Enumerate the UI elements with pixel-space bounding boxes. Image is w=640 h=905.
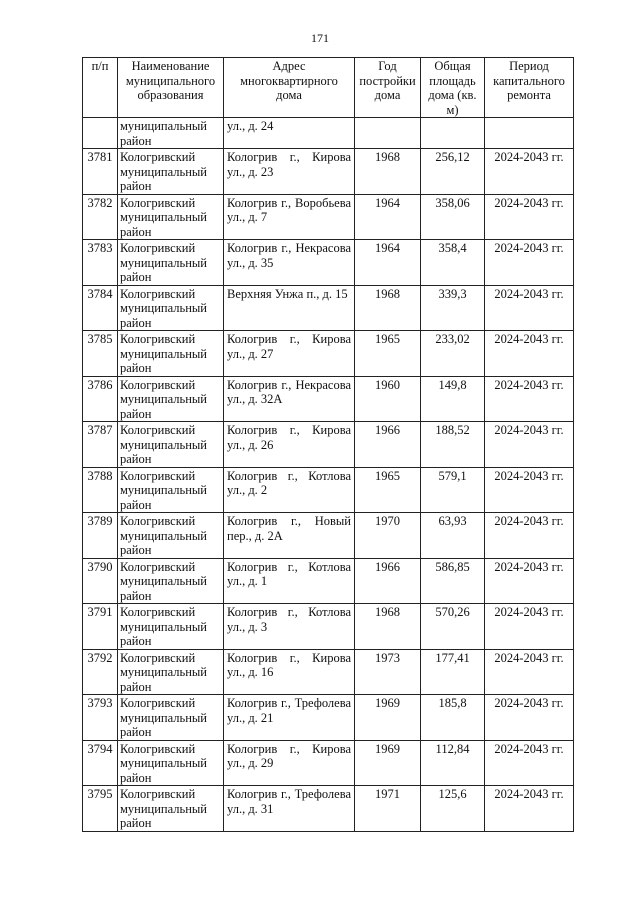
cell-period: 2024-2043 гг. [485,604,574,650]
cell-area: 149,8 [421,376,485,422]
cell-year: 1965 [355,331,421,377]
cell-municipality: муниципальный район [118,118,224,149]
cell-year: 1964 [355,240,421,286]
cell-municipality: Кологривский муниципальный район [118,513,224,559]
cell-municipality: Кологривский муниципальный район [118,422,224,468]
cell-area: 125,6 [421,786,485,832]
cell-period: 2024-2043 гг. [485,376,574,422]
cell-address: ул., д. 24 [224,118,355,149]
cell-period: 2024-2043 гг. [485,422,574,468]
table-row [83,285,574,331]
cell-year: 1970 [355,513,421,559]
cell-year: 1969 [355,695,421,741]
cell-municipality: Кологривский муниципальный район [118,149,224,195]
cell-period: 2024-2043 гг. [485,285,574,331]
cell-address: Кологрив г., Некрасова ул., д. 32А [224,376,355,422]
table-body [83,118,574,832]
table-row [83,422,574,468]
cell-period [485,118,574,149]
cell-municipality: Кологривский муниципальный район [118,695,224,741]
cell-period: 2024-2043 гг. [485,467,574,513]
cell-area: 177,41 [421,649,485,695]
table-row [83,695,574,741]
cell-num: 3783 [83,240,118,286]
cell-period: 2024-2043 гг. [485,513,574,559]
cell-num: 3790 [83,558,118,604]
page-number: 171 [311,31,329,45]
cell-area [421,118,485,149]
cell-num: 3785 [83,331,118,377]
cell-area: 185,8 [421,695,485,741]
cell-period: 2024-2043 гг. [485,331,574,377]
cell-period: 2024-2043 гг. [485,240,574,286]
table-row [83,331,574,377]
table-row [83,604,574,650]
cell-address: Кологрив г., Некрасова ул., д. 35 [224,240,355,286]
cell-year: 1964 [355,194,421,240]
cell-year: 1966 [355,422,421,468]
cell-period: 2024-2043 гг. [485,740,574,786]
table-row [83,240,574,286]
header-municipality: Наименование муниципального образования [118,58,224,118]
cell-num [83,118,118,149]
table-row [83,513,574,559]
continuation-row [83,118,574,149]
cell-area: 586,85 [421,558,485,604]
cell-address: Кологрив г., Кирова ул., д. 29 [224,740,355,786]
cell-municipality: Кологривский муниципальный район [118,467,224,513]
cell-municipality: Кологривский муниципальный район [118,285,224,331]
cell-period: 2024-2043 гг. [485,786,574,832]
cell-address: Кологрив г., Трефолева ул., д. 31 [224,786,355,832]
cell-address: Кологрив г., Кирова ул., д. 27 [224,331,355,377]
cell-area: 579,1 [421,467,485,513]
cell-area: 339,3 [421,285,485,331]
cell-area: 358,06 [421,194,485,240]
cell-address: Кологрив г., Котлова ул., д. 3 [224,604,355,650]
table-row [83,194,574,240]
cell-area: 233,02 [421,331,485,377]
cell-num: 3792 [83,649,118,695]
cell-address: Кологрив г., Воробьева ул., д. 7 [224,194,355,240]
cell-num: 3794 [83,740,118,786]
cell-num: 3795 [83,786,118,832]
cell-period: 2024-2043 гг. [485,695,574,741]
cell-num: 3786 [83,376,118,422]
cell-address: Кологрив г., Кирова ул., д. 16 [224,649,355,695]
cell-period: 2024-2043 гг. [485,649,574,695]
cell-municipality: Кологривский муниципальный район [118,604,224,650]
cell-municipality: Кологривский муниципальный район [118,240,224,286]
cell-year: 1969 [355,740,421,786]
cell-num: 3789 [83,513,118,559]
cell-year: 1965 [355,467,421,513]
cell-municipality: Кологривский муниципальный район [118,740,224,786]
cell-period: 2024-2043 гг. [485,194,574,240]
header-address: Адрес многоквартирного дома [224,58,355,118]
cell-num: 3781 [83,149,118,195]
table-row [83,740,574,786]
cell-num: 3788 [83,467,118,513]
cell-address: Кологрив г., Трефолева ул., д. 21 [224,695,355,741]
cell-municipality: Кологривский муниципальный район [118,558,224,604]
cell-num: 3793 [83,695,118,741]
table-row [83,467,574,513]
header-period: Период капитального ремонта [485,58,574,118]
cell-address: Верхняя Унжа п., д. 15 [224,285,355,331]
cell-year: 1973 [355,649,421,695]
cell-period: 2024-2043 гг. [485,558,574,604]
cell-area: 188,52 [421,422,485,468]
header-year: Год постройки дома [355,58,421,118]
header-num: п/п [83,58,118,118]
cell-year: 1968 [355,149,421,195]
cell-year: 1968 [355,285,421,331]
cell-num: 3782 [83,194,118,240]
cell-area: 63,93 [421,513,485,559]
cell-year: 1966 [355,558,421,604]
cell-municipality: Кологривский муниципальный район [118,786,224,832]
cell-period: 2024-2043 гг. [485,149,574,195]
table-header [83,58,574,118]
cell-num: 3787 [83,422,118,468]
table-row [83,149,574,195]
cell-municipality: Кологривский муниципальный район [118,376,224,422]
cell-address: Кологрив г., Котлова ул., д. 1 [224,558,355,604]
cell-area: 570,26 [421,604,485,650]
cell-address: Кологрив г., Кирова ул., д. 26 [224,422,355,468]
cell-year: 1968 [355,604,421,650]
table-row [83,786,574,832]
cell-address: Кологрив г., Новый пер., д. 2А [224,513,355,559]
cell-area: 358,4 [421,240,485,286]
cell-year: 1960 [355,376,421,422]
cell-year: 1971 [355,786,421,832]
cell-address: Кологрив г., Кирова ул., д. 23 [224,149,355,195]
header-area: Общая площадь дома (кв. м) [421,58,485,118]
cell-area: 256,12 [421,149,485,195]
cell-area: 112,84 [421,740,485,786]
cell-municipality: Кологривский муниципальный район [118,331,224,377]
cell-year [355,118,421,149]
header-row [83,58,574,118]
table-row [83,649,574,695]
cell-num: 3791 [83,604,118,650]
table-row [83,558,574,604]
cell-municipality: Кологривский муниципальный район [118,649,224,695]
cell-municipality: Кологривский муниципальный район [118,194,224,240]
cell-num: 3784 [83,285,118,331]
cell-address: Кологрив г., Котлова ул., д. 2 [224,467,355,513]
housing-registry-table [82,57,574,832]
table-row [83,376,574,422]
